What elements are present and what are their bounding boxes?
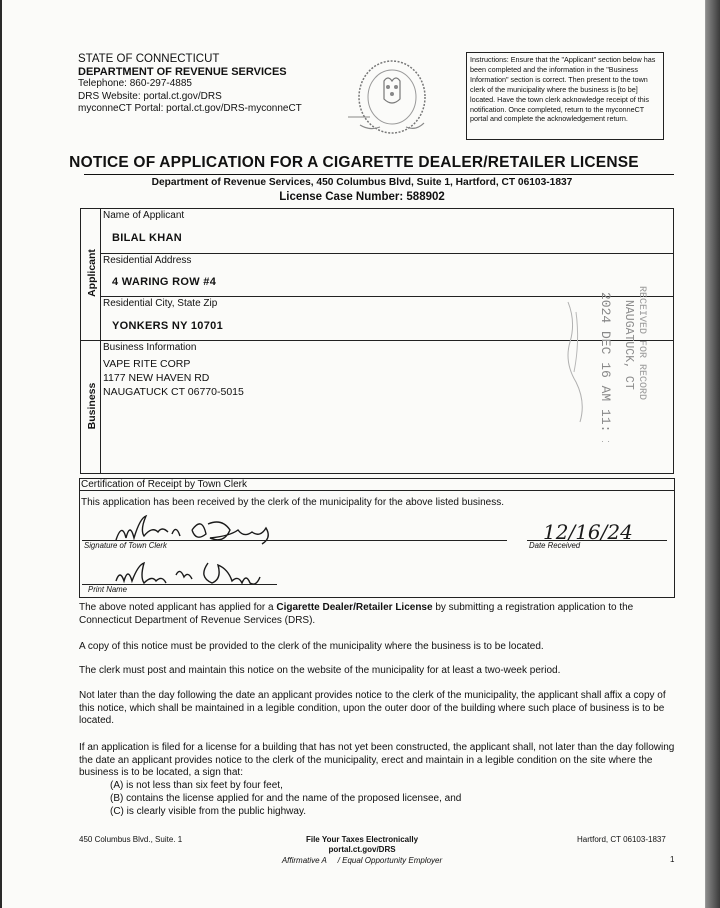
license-case-number: License Case Number: 588902 <box>279 191 445 203</box>
applicant-name-value: BILAL KHAN <box>112 232 183 244</box>
residential-address-value: 4 WARING ROW #4 <box>112 276 217 288</box>
print-name-label: Print Name <box>88 585 127 594</box>
business-section-label: Business <box>86 382 98 430</box>
department-name: DEPARTMENT OF REVENUE SERVICES <box>78 65 287 78</box>
sign-requirement-b: (B) contains the license applied for and the name of the proposed licensee, and <box>110 793 462 804</box>
license-type: Cigarette Dealer/Retailer License <box>276 602 433 613</box>
page-edge-shadow <box>706 0 720 908</box>
residential-city-value: YONKERS NY 10701 <box>112 320 223 332</box>
signature-label: Signature of Town Clerk <box>84 541 167 550</box>
website: DRS Website: portal.ct.gov/DRS <box>78 90 222 102</box>
portal: myconneCT Portal: portal.ct.gov/DRS-myconneCT <box>78 103 302 114</box>
department-address: Department of Revenue Services, 450 Columbus Blvd, Suite 1, Hartford, CT 06103-1837 <box>151 177 573 188</box>
applicant-section-label: Applicant <box>86 249 98 297</box>
stamp-received: RECEIVED FOR RECORD <box>636 286 647 401</box>
residential-city-label: Residential City, State Zip <box>103 298 218 309</box>
state-seal-icon <box>340 53 440 143</box>
paragraph-copy-notice: A copy of this notice must be provided to the clerk of the municipality where the business is to be located. <box>79 641 544 652</box>
stamp-date: 2024 DEC 16 AM 11: 16 <box>598 292 613 442</box>
paragraph-application: The above noted applicant has applied for a Cigarette Dealer/Retailer License by submitting a registration application to the Connecticut Department of Revenue Services (DRS). <box>79 602 634 626</box>
document-page <box>2 0 706 908</box>
paragraph-affix: Not later than the day following the date an applicant provides notice to the clerk of the municipality, the applicant shall affix a copy of this notice, which shall be maintained in a legible condition, upon the outer door of the building where such place of business is to be located. <box>79 690 666 726</box>
sign-requirement-c: (C) is clearly visible from the public highway. <box>110 806 306 817</box>
instructions-box: Instructions: Ensure that the "Applicant" section below has been completed and the information in the "Business Information" section is correct. Then present to the town clerk of the municipality where the business is [to be] located. Have the town clerk acknowledge receipt of this notification. Once completed, return to the myconneCT portal and complete the acknowledgement return. <box>466 52 664 140</box>
footer-url: portal.ct.gov/DRS <box>328 845 396 854</box>
footer-city: Hartford, CT 06103-1837 <box>577 835 666 844</box>
certification-heading: Certification of Receipt by Town Clerk <box>81 479 247 490</box>
row-divider <box>100 253 674 254</box>
title-rule <box>84 174 674 175</box>
certification-heading-rule <box>79 490 675 491</box>
date-received-label: Date Received <box>529 541 581 550</box>
received-stamp <box>562 282 652 442</box>
business-information-label: Business Information <box>103 342 197 353</box>
section-divider-vertical <box>100 208 101 474</box>
business-city: NAUGATUCK CT 06770-5015 <box>103 386 244 398</box>
business-name: VAPE RITE CORP <box>103 358 191 370</box>
telephone: Telephone: 860-297-4885 <box>78 78 192 89</box>
residential-address-label: Residential Address <box>103 255 192 266</box>
document-title: NOTICE OF APPLICATION FOR A CIGARETTE DEALER/RETAILER LICENSE <box>69 154 639 171</box>
name-of-applicant-label: Name of Applicant <box>103 210 185 221</box>
print-name-signature <box>112 555 292 595</box>
stamp-town: NAUGATUCK, CT <box>622 300 635 390</box>
certification-statement: This application has been received by the clerk of the municipality for the above listed business. <box>81 497 505 508</box>
footer-address: 450 Columbus Blvd., Suite. 1 <box>79 835 183 844</box>
paragraph-posting: The clerk must post and maintain this notice on the website of the municipality for at least a two-week period. <box>79 665 561 676</box>
page-number: 1 <box>670 855 675 864</box>
state-name: STATE OF CONNECTICUT <box>78 53 220 65</box>
paragraph-construction: If an application is filed for a license for a building that has not yet been constructed, the applicant shall, not later than the day following the date an applicant provides notice to the clerk of the municipality, erect and maintain in a legible condition on the site where the business is to be located, a sign that: <box>79 742 675 778</box>
agency-header <box>78 53 302 116</box>
business-street: 1177 NEW HAVEN RD <box>103 372 210 384</box>
sign-requirement-a: (A) is not less than six feet by four feet, <box>110 780 283 791</box>
footer-eoe: Affirmative A / Equal Opportunity Employer <box>281 856 443 865</box>
footer-efile: File Your Taxes Electronically <box>305 835 419 844</box>
svg-text:12/16/24: 12/16/24 <box>543 520 633 544</box>
